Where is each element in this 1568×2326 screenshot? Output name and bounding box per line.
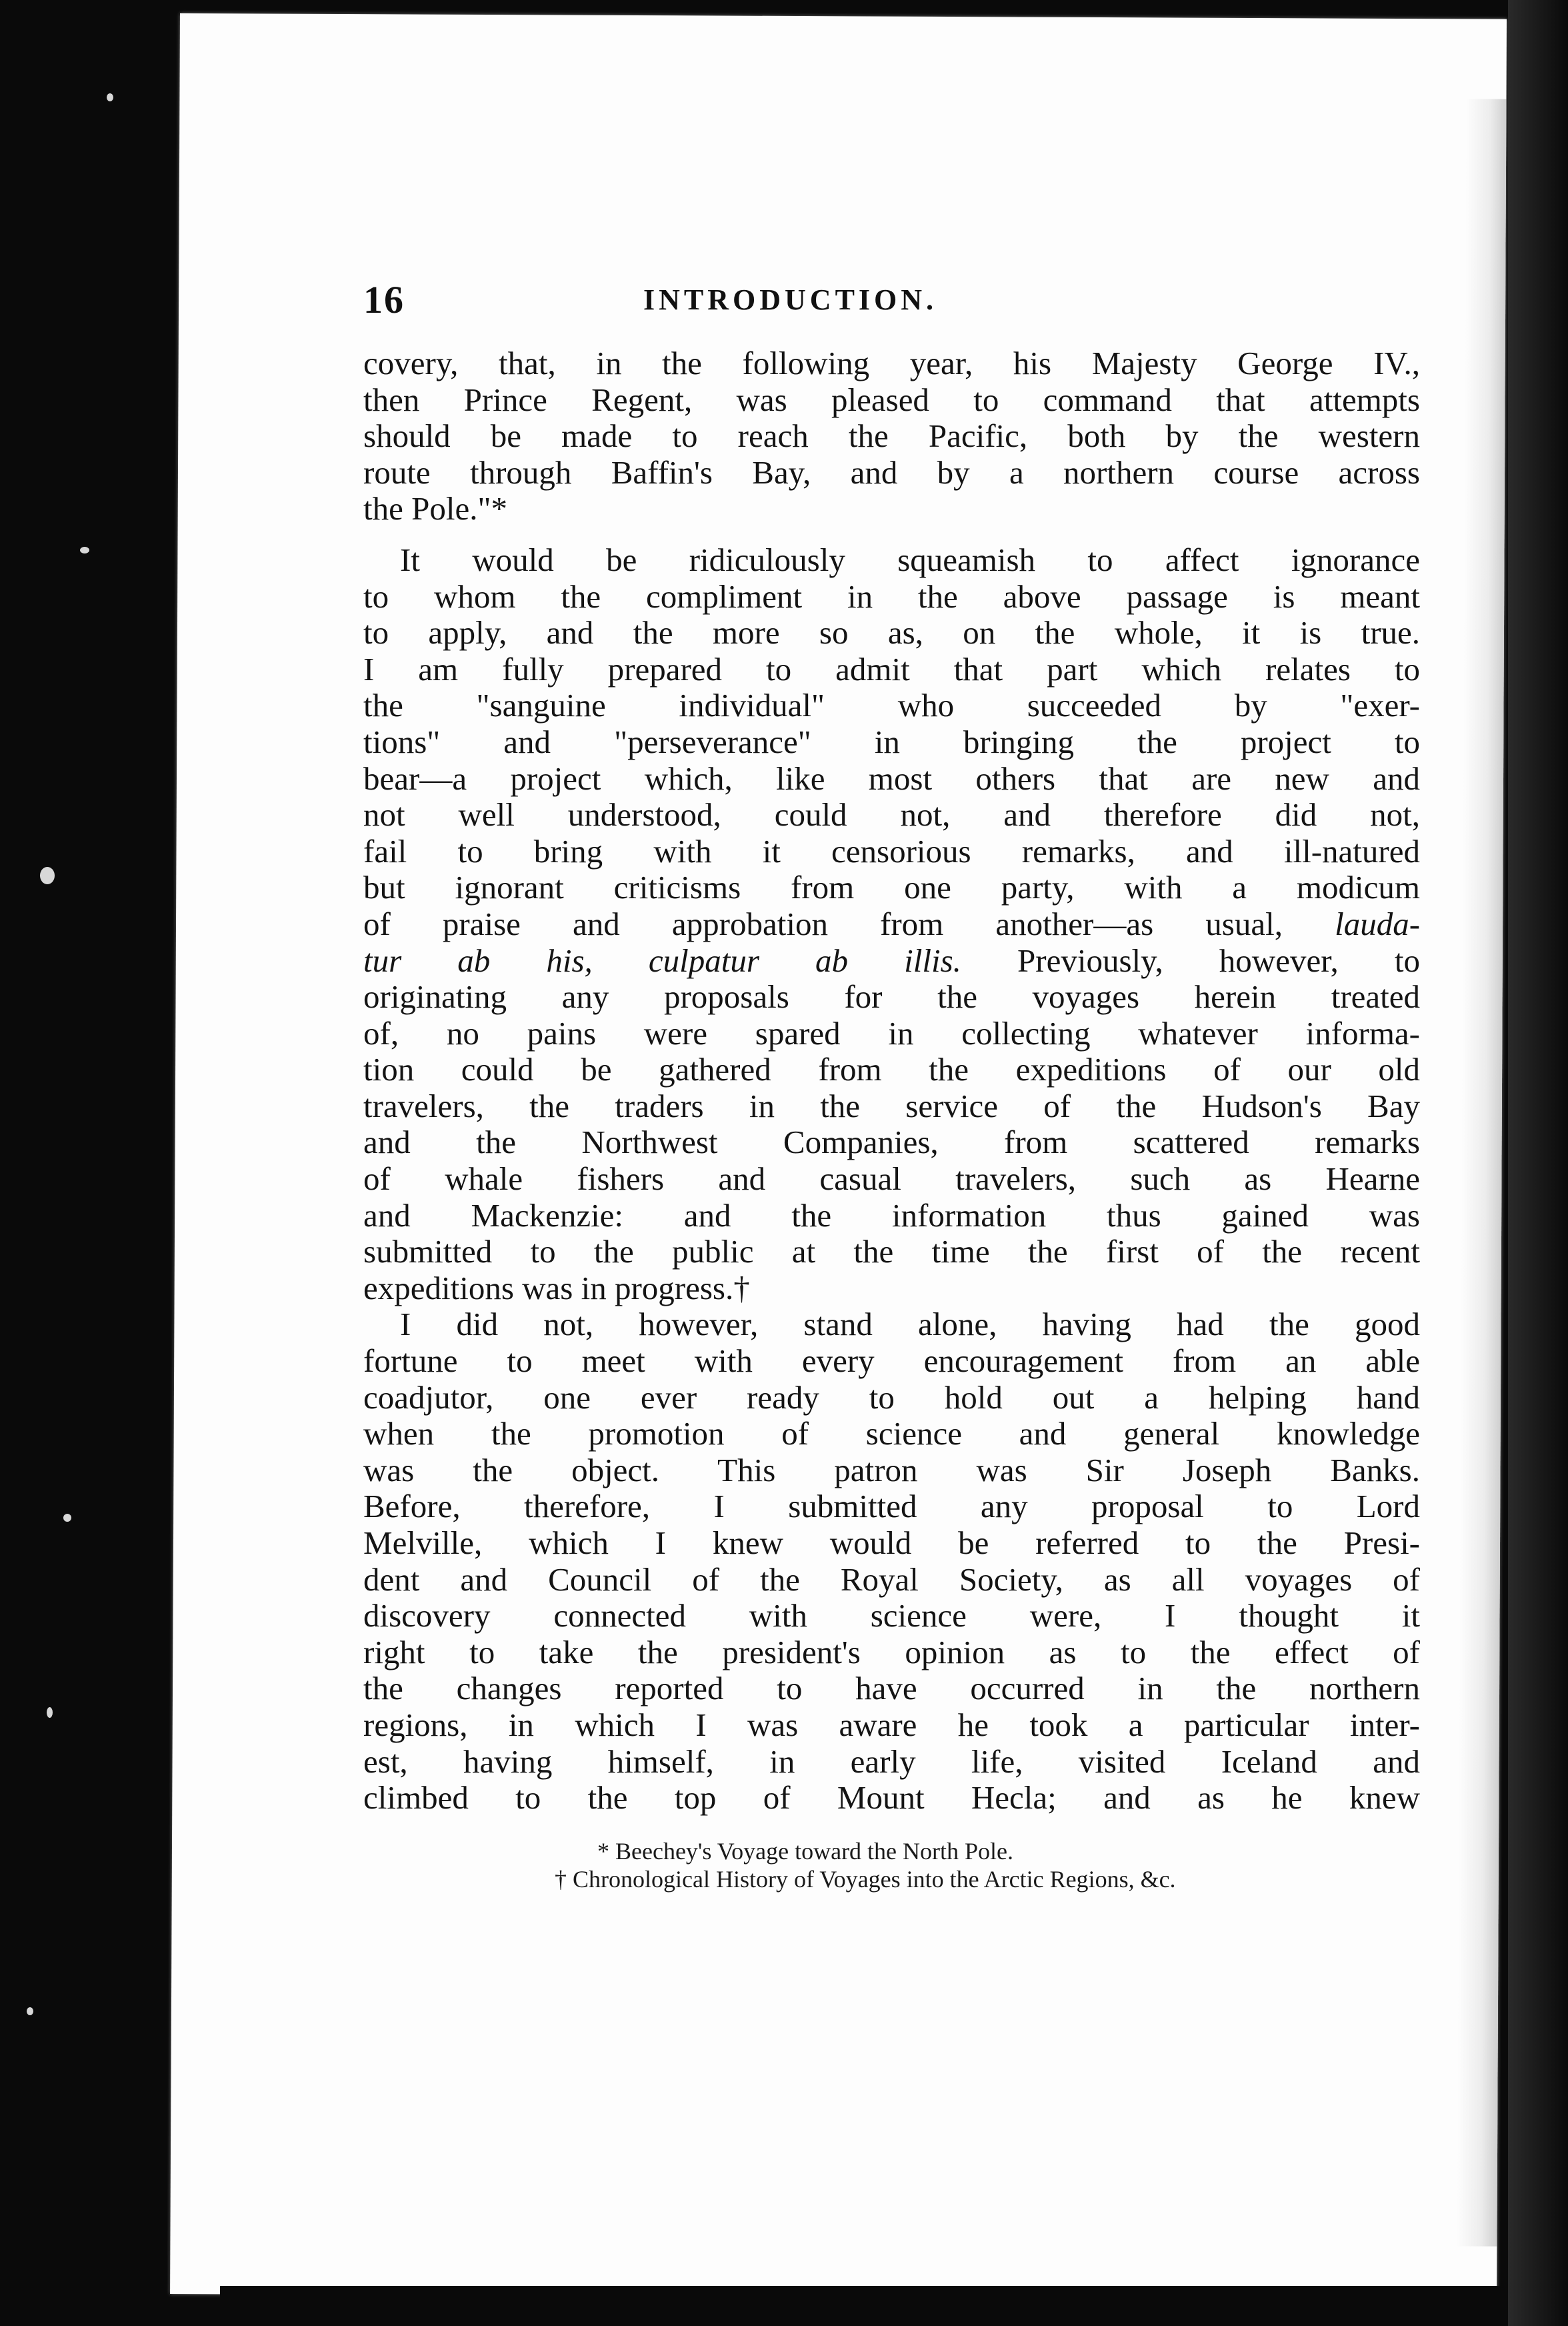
text-line: Melville, which I knew would be referred to the Presi- [363,1525,1420,1561]
text-line [363,906,1420,943]
paragraph-2 [363,542,1420,1306]
page-number: 16 [363,278,405,321]
text-line: discovery connected with science were, I thought it [363,1598,1420,1634]
text-line [363,943,1420,980]
paragraph-3 [363,1306,1420,1816]
text-line: It would be ridiculously squeamish to affect ignorance [400,541,1420,578]
text-line: dent and Council of the Royal Society, as all voyages of [363,1561,1420,1598]
footnote-2: † Chronological History of Voyages into the Arctic Regions, &c. [555,1866,1176,1893]
scan-speck [63,1514,71,1522]
text-line: when the promotion of science and general knowledge [363,1416,1420,1452]
text-line: the Pole."* [363,491,507,527]
text-line: climbed to the top of Mount Hecla; and as he knew [363,1780,1420,1817]
text-line: coadjutor, one ever ready to hold out a helping hand [363,1379,1420,1416]
scan-speck [80,547,89,553]
text-line: covery, that, in the following year, his Majesty George IV., [363,345,1420,381]
latin-phrase: tur ab his, culpatur ab illis. [363,942,961,979]
text-run: Previously, however, to [1017,942,1420,979]
page-header [363,277,1317,337]
scan-speck [27,2007,33,2015]
text-line: to whom the compliment in the above passage is meant [363,578,1420,615]
text-line: expeditions was in progress.† [363,1270,750,1306]
scan-speck [107,93,113,101]
text-line: the changes reported to have occurred in the northern [363,1670,1420,1707]
paragraph-1 [363,345,1420,527]
scan-right-edge [1508,0,1568,2326]
text-line: of, no pains were spared in collecting whatever informa- [363,1015,1420,1052]
text-run: of praise and approbation from another—as usual, [363,906,1283,942]
text-line: and the Northwest Companies, from scattered remarks [363,1124,1420,1161]
text-line: right to take the president's opinion as to the effect of [363,1634,1420,1670]
running-head: INTRODUCTION. [643,283,938,316]
text-line: I did not, however, stand alone, having had the good [400,1306,1420,1343]
text-line: bear—a project which, like most others that are new and [363,760,1420,797]
body-text [363,345,1420,1817]
text-line: tion could be gathered from the expeditions of our old [363,1052,1420,1088]
latin-phrase: lauda- [1335,906,1420,942]
text-line: originating any proposals for the voyages herein treated [363,979,1420,1016]
text-line: submitted to the public at the time the first of the recent [363,1234,1420,1270]
scan-speck [47,1707,53,1718]
text-line: Before, therefore, I submitted any proposal to Lord [363,1488,1420,1525]
text-line: should be made to reach the Pacific, both by the western [363,418,1420,455]
text-line: not well understood, could not, and therefore did not, [363,797,1420,834]
text-line: to apply, and the more so as, on the whole, it is true. [363,615,1420,652]
text-line: and Mackenzie: and the information thus gained was [363,1197,1420,1234]
text-line: I am fully prepared to admit that part which relates to [363,651,1420,688]
text-line: of whale fishers and casual travelers, such as Hearne [363,1161,1420,1198]
text-line: then Prince Regent, was pleased to command that attempts [363,381,1420,418]
text-line: route through Baffin's Bay, and by a northern course across [363,454,1420,491]
scan-bottom-edge [220,2286,1568,2326]
text-line: est, having himself, in early life, visited Iceland and [363,1743,1420,1780]
page-edge [1457,99,1506,2246]
footnotes [555,1837,1440,1893]
text-line: the "sanguine individual" who succeeded by "exer- [363,688,1420,724]
scan-speck [40,867,55,884]
text-line: was the object. This patron was Sir Joseph Banks. [363,1452,1420,1488]
footnote-1: * Beechey's Voyage toward the North Pole. [597,1838,1014,1865]
text-line: tions" and "perseverance" in bringing the project to [363,724,1420,760]
text-line: fail to bring with it censorious remarks, and ill-natured [363,833,1420,870]
text-line: but ignorant criticisms from one party, with a modicum [363,870,1420,906]
text-line: fortune to meet with every encouragement from an able [363,1343,1420,1380]
text-line: travelers, the traders in the service of the Hudson's Bay [363,1088,1420,1124]
text-line: regions, in which I was aware he took a particular inter- [363,1706,1420,1743]
